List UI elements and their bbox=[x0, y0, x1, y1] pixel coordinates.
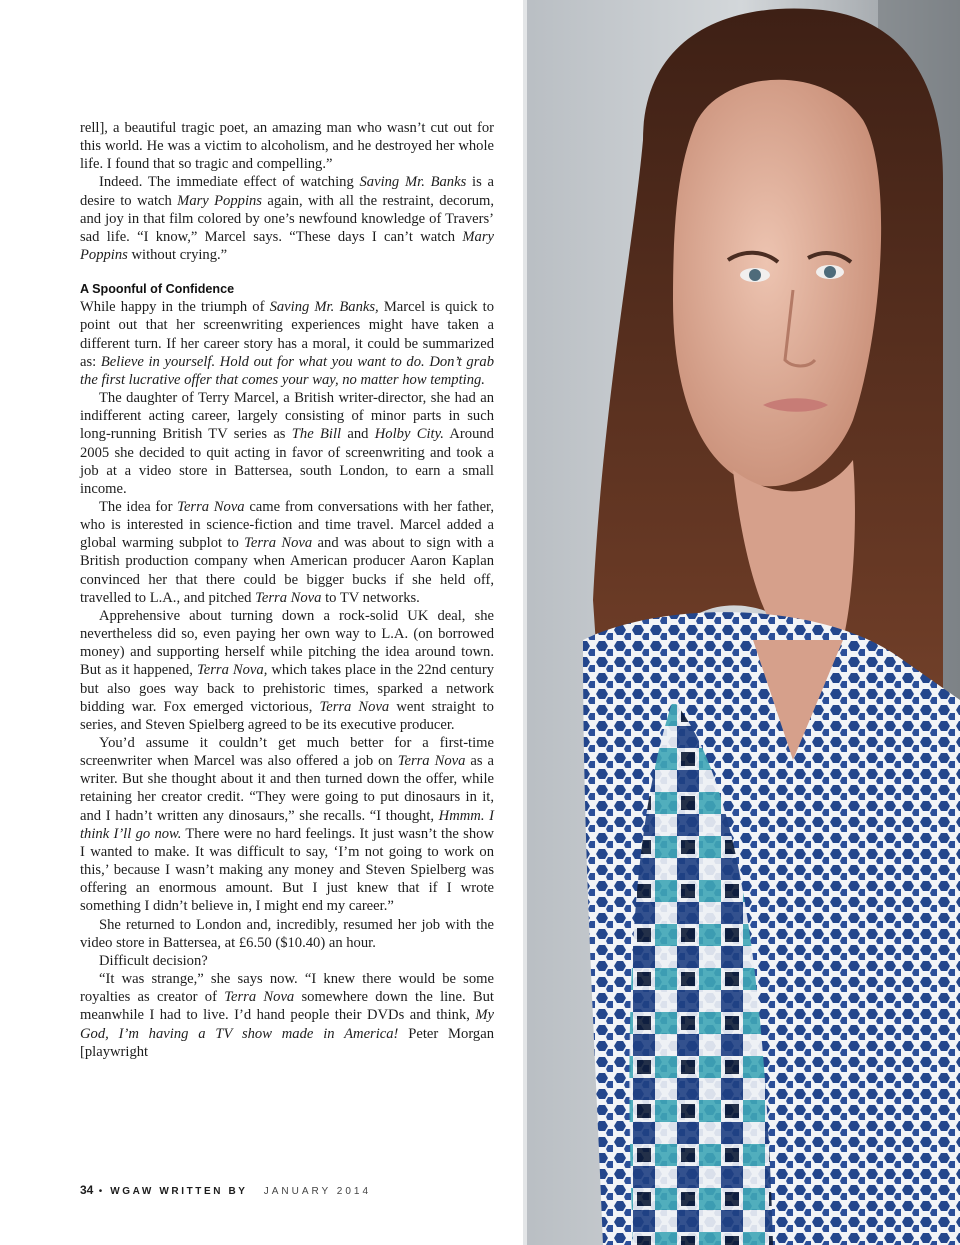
left-iris bbox=[749, 269, 761, 281]
italic-text-run: Terra Nova bbox=[255, 589, 322, 606]
face-shape bbox=[673, 80, 881, 487]
page-number: 34 bbox=[80, 1183, 94, 1197]
italic-text-run: Saving Mr. Banks bbox=[359, 174, 467, 191]
article-paragraph bbox=[80, 607, 494, 734]
article-paragraph bbox=[80, 173, 494, 264]
article-paragraph bbox=[80, 970, 494, 1061]
italic-text-run: Terra Nova bbox=[244, 535, 313, 552]
text-run: She returned to London and, incredibly, resumed her job with the video store in Battersea, at £6.50 ($10.40) an hour. bbox=[80, 916, 494, 951]
italic-text-run: My God, I’m having a TV show made in America! bbox=[80, 1007, 494, 1042]
text-run: Apprehensive about turning down a rock-solid UK deal, she nevertheless did so, even paying her own way to L.A. (on borrowed money) and supporting herself while pitching the idea around town. But as it happened, bbox=[80, 607, 494, 679]
text-run: and was about to sign with a British production company when American producer Aaron Kaplan convinced her that there could be bigger bucks if she held off, travelled to L.A., and pitched bbox=[80, 535, 494, 606]
italic-text-run: Mary Poppins bbox=[177, 192, 262, 209]
article-paragraph bbox=[80, 119, 494, 173]
article-paragraph bbox=[80, 916, 494, 952]
text-run: “It was strange,” she says now. “I knew there would be some royalties as creator of bbox=[80, 971, 494, 1006]
italic-text-run: Terra Nova bbox=[397, 753, 466, 770]
article-paragraph bbox=[80, 298, 494, 389]
text-run: without crying.” bbox=[127, 247, 228, 264]
italic-text-run: Terra Nova, bbox=[196, 662, 268, 679]
text-run: as a writer. But she thought about it and then turned down the offer, while retaining her creator credit. “They were going to put dinosaurs in it, and I hadn’t written any dinosaurs,” she recalls. “I thought, bbox=[80, 753, 494, 824]
text-run: You’d assume it couldn’t get much better for a first-time screenwriter when Marcel was also offered a job on bbox=[80, 735, 494, 770]
text-run: The idea for bbox=[99, 498, 178, 515]
text-run: to TV networks. bbox=[321, 589, 420, 606]
text-run: While happy in the triumph of bbox=[80, 299, 270, 316]
portrait-photo bbox=[523, 0, 960, 1245]
issue-date: JANUARY 2014 bbox=[263, 1186, 372, 1197]
italic-text-run: Believe in yourself. Hold out for what you want to do. Don’t grab the first lucrative offer that comes your way, no matter how tempting. bbox=[80, 353, 494, 388]
text-run: rell], a beautiful tragic poet, an amazing man who wasn’t cut out for this world. He was a victim to alcoholism, and he destroyed her whole life. I found that so tragic and compelling.” bbox=[80, 120, 494, 173]
italic-text-run: Mary Poppins bbox=[80, 228, 494, 264]
right-iris bbox=[824, 266, 836, 278]
text-run: Difficult decision? bbox=[99, 952, 208, 969]
text-run: and bbox=[341, 426, 375, 443]
text-run: came from conversations with her father, who is interested in science-fiction and time travel. Marcel added a global warming subplot to bbox=[80, 498, 494, 552]
italic-text-run: Hmmm. I think I’ll go now. bbox=[80, 807, 494, 842]
portrait-illustration bbox=[523, 0, 960, 1245]
article-paragraph bbox=[80, 952, 494, 970]
text-run: somewhere down the line. But meanwhile I had to live. I’d hand people their DVDs and think, bbox=[80, 989, 494, 1024]
page-footer bbox=[80, 1183, 371, 1197]
text-run: again, with all the restraint, decorum, and joy in that film colored by one’s newfound knowledge of Travers’ sad life. “I know,” Marcel says. “These days I can’t watch bbox=[80, 192, 494, 245]
text-run: which takes place in the 22nd century but also goes way back to prehistoric times, sparked a network bidding war. Fox emerged victorious, bbox=[80, 662, 494, 715]
text-run: There were no hard feelings. It just wasn’t the show I wanted to make. It was difficult to say, ‘I’m not going to work on this,’ because I wasn’t making any money and Steven Spielberg was offering an enormous amount. But I just knew that if I wrote something I didn’t believe in, I might end my career.” bbox=[80, 825, 494, 915]
italic-text-run: Terra Nova bbox=[319, 698, 390, 715]
text-run: Around 2005 she decided to quit acting in favor of screenwriting and took a job at a video store in Battersea, south London, to earn a small income. bbox=[80, 426, 494, 497]
text-run: went straight to series, and Steven Spielberg agreed to be its executive producer. bbox=[80, 698, 494, 733]
article-paragraph bbox=[80, 389, 494, 498]
article-paragraph bbox=[80, 498, 494, 607]
italic-text-run: Terra Nova bbox=[224, 989, 295, 1006]
text-run: The daughter of Terry Marcel, a British writer-director, she had an indifferent acting career, largely consisting of minor parts in such long-running British TV series as bbox=[80, 390, 494, 443]
publication-name: WGAW WRITTEN BY bbox=[110, 1186, 248, 1197]
footer-separator: • bbox=[98, 1186, 105, 1197]
text-run: is a desire to watch bbox=[80, 174, 494, 209]
section-heading: A Spoonful of Confidence bbox=[80, 282, 235, 297]
italic-text-run: The Bill bbox=[291, 426, 342, 443]
italic-text-run: Terra Nova bbox=[177, 498, 245, 515]
text-run: Indeed. The immediate effect of watching bbox=[99, 174, 360, 191]
photo-edge bbox=[523, 0, 527, 1245]
text-run: Marcel is quick to point out that her screenwriting experiences might have taken a different turn. If her career story has a moral, it could be summarized as: bbox=[80, 299, 494, 370]
italic-text-run: Holby City. bbox=[374, 426, 444, 443]
text-run: Peter Morgan [playwright bbox=[80, 1025, 494, 1060]
italic-text-run: Saving Mr. Banks, bbox=[269, 299, 379, 316]
article-paragraph bbox=[80, 734, 494, 916]
article-column bbox=[80, 119, 494, 1061]
